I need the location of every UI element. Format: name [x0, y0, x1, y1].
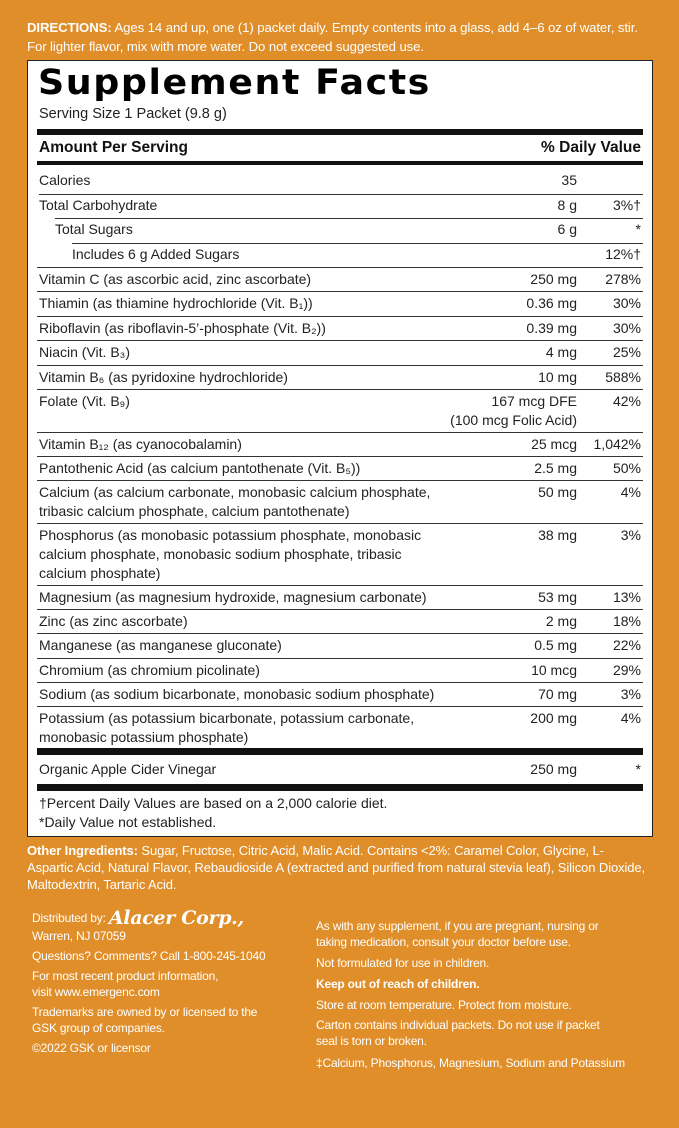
- footnote-dv: †Percent Daily Values are based on a 2,000 calorie diet.: [39, 795, 388, 811]
- children-note: Not formulated for use in children.: [316, 956, 490, 970]
- address: Warren, NJ 07059: [32, 929, 126, 943]
- row-dv: 3%†: [612, 197, 641, 213]
- row-amount: 8 g: [557, 197, 577, 213]
- row-amount: 2 mg: [545, 613, 577, 629]
- row-dv: 29%: [612, 662, 641, 678]
- row-name: Calories: [39, 172, 91, 188]
- supplement-facts-panel: [27, 60, 653, 837]
- thick-divider-top: [37, 129, 643, 135]
- thick-divider-header: [37, 161, 643, 165]
- keep-out-of-reach: Keep out of reach of children.: [316, 977, 480, 991]
- row-amount: 250 mg: [530, 271, 577, 287]
- row-amount: 53 mg: [538, 589, 577, 605]
- row-amount: 200 mg: [530, 710, 577, 726]
- row-amount: 2.5 mg: [534, 460, 577, 476]
- serving-size: Serving Size 1 Packet (9.8 g): [39, 106, 227, 122]
- warning-line-2: taking medication, consult your doctor before use.: [316, 935, 571, 949]
- thick-divider-extra: [37, 748, 643, 755]
- warning-line-1: As with any supplement, if you are pregnant, nursing or: [316, 919, 599, 933]
- minerals-note: ‡Calcium, Phosphorus, Magnesium, Sodium and Potassium: [316, 1056, 625, 1070]
- row-name: Magnesium (as magnesium hydroxide, magnesium carbonate): [39, 589, 427, 605]
- directions-text: Ages 14 and up, one (1) packet daily. Empty contents into a glass, add 4–6 oz of water, stir. For lighter flavor, mix with more water. Do not exceed suggested use.: [27, 20, 638, 54]
- facts-row: [37, 432, 643, 457]
- facts-row: [37, 389, 643, 433]
- copyright: ©2022 GSK or licensor: [32, 1041, 151, 1055]
- row-dv: 18%: [612, 613, 641, 629]
- distributor-column: [32, 907, 302, 1056]
- row-amount: 0.36 mg: [526, 295, 577, 311]
- row-amount: 250 mg: [530, 761, 577, 777]
- row-name: Phosphorus (as monobasic potassium phosphate, monobasic calcium phosphate, monobasic sodium phosphate, tribasic calcium phosphate): [39, 527, 422, 581]
- facts-row: [37, 456, 643, 481]
- thick-divider-bottom: [37, 784, 643, 791]
- facts-row: [37, 609, 643, 634]
- row-dv: *: [635, 761, 641, 777]
- facts-row: [37, 291, 643, 317]
- facts-row: [37, 585, 643, 610]
- directions: [27, 18, 657, 56]
- row-dv: *: [635, 221, 641, 237]
- row-dv: 3%: [620, 527, 641, 543]
- facts-row: [37, 267, 643, 292]
- trademark-line-2: GSK group of companies.: [32, 1021, 165, 1035]
- facts-row-extra: [37, 758, 643, 782]
- facts-row: [37, 218, 643, 243]
- row-dv: 13%: [612, 589, 641, 605]
- facts-row: [37, 316, 643, 341]
- row-amount: 70 mg: [538, 686, 577, 702]
- distributed-by-label: Distributed by:: [32, 911, 106, 925]
- row-amount: 50 mg: [538, 484, 577, 500]
- row-name: Organic Apple Cider Vinegar: [39, 761, 217, 777]
- row-dv: 42%: [612, 393, 641, 409]
- row-name: Manganese (as manganese gluconate): [39, 637, 282, 653]
- row-divider: [55, 218, 643, 219]
- row-name: Calcium (as calcium carbonate, monobasic calcium phosphate, tribasic calcium phosphate, calcium pantothenate): [39, 484, 431, 519]
- trademark-line-1: Trademarks are owned by or licensed to the: [32, 1005, 258, 1019]
- row-amount: 38 mg: [538, 527, 577, 543]
- row-divider: [72, 243, 643, 244]
- row-name: Zinc (as zinc ascorbate): [39, 613, 188, 629]
- row-name: Total Sugars: [55, 221, 133, 237]
- row-name: Sodium (as sodium bicarbonate, monobasic sodium phosphate): [39, 686, 435, 702]
- facts-row: [37, 480, 643, 524]
- info-line-1: For most recent product information,: [32, 969, 219, 983]
- row-name: Folate (Vit. B₉): [39, 393, 130, 409]
- facts-row: [37, 365, 643, 390]
- row-amount: 25 mcg: [531, 436, 577, 452]
- row-dv: 4%: [620, 484, 641, 500]
- row-dv: 588%: [605, 369, 641, 385]
- row-name: Niacin (Vit. B₃): [39, 344, 131, 360]
- row-dv: 12%†: [605, 246, 641, 262]
- row-name: Includes 6 g Added Sugars: [72, 246, 240, 262]
- row-dv: 50%: [612, 460, 641, 476]
- carton-note-1: Carton contains individual packets. Do not use if packet: [316, 1018, 600, 1032]
- row-dv: 3%: [620, 686, 641, 702]
- other-ingredients-text: Sugar, Fructose, Citric Acid, Malic Acid. Contains <2%: Caramel Color, Glycine, L-Aspartic Acid, Natural Flavor, Rebaudioside A (extracted and purified from natural stevia leaf), Silicon Dioxide, Maltodextrin, Tartaric Acid.: [27, 843, 646, 892]
- facts-row: [37, 243, 643, 267]
- row-name: Potassium (as potassium bicarbonate, potassium carbonate, monobasic potassium phosphate): [39, 710, 415, 745]
- row-name: Pantothenic Acid (as calcium pantothenate (Vit. B₅)): [39, 460, 361, 476]
- row-amount: 0.39 mg: [526, 320, 577, 336]
- row-amount: 167 mcg DFE (100 mcg Folic Acid): [450, 393, 577, 428]
- carton-note-2: seal is torn or broken.: [316, 1034, 427, 1048]
- facts-row: [37, 194, 643, 218]
- row-amount: 4 mg: [545, 344, 577, 360]
- directions-label: DIRECTIONS:: [27, 20, 112, 35]
- facts-row: [37, 706, 643, 749]
- questions-line: Questions? Comments? Call 1-800-245-1040: [32, 949, 266, 963]
- warnings-column: [316, 918, 656, 1071]
- facts-row: [37, 169, 643, 194]
- other-ingredients: [27, 842, 647, 893]
- row-divider: [39, 194, 643, 195]
- row-name: Vitamin B₁₂ (as cyanocobalamin): [39, 436, 242, 452]
- daily-value-label: % Daily Value: [541, 139, 641, 156]
- row-dv: 1,042%: [593, 436, 641, 452]
- amount-per-serving-label: Amount Per Serving: [39, 139, 188, 156]
- row-name: Riboflavin (as riboflavin-5’-phosphate (Vit. B₂)): [39, 320, 326, 336]
- row-amount: 0.5 mg: [534, 637, 577, 653]
- row-dv: 22%: [612, 637, 641, 653]
- row-dv: 4%: [620, 710, 641, 726]
- row-name: Total Carbohydrate: [39, 197, 158, 213]
- row-dv: 30%: [612, 295, 641, 311]
- row-name: Vitamin C (as ascorbic acid, zinc ascorbate): [39, 271, 312, 287]
- storage-note: Store at room temperature. Protect from moisture.: [316, 998, 572, 1012]
- facts-row: [37, 658, 643, 683]
- row-dv: 30%: [612, 320, 641, 336]
- footnote-not-established: *Daily Value not established.: [39, 814, 217, 830]
- alacer-corp-logo: Alacer Corp.,: [108, 907, 244, 929]
- row-dv: 25%: [612, 344, 641, 360]
- row-amount: 10 mcg: [531, 662, 577, 678]
- row-amount: 35: [561, 172, 577, 188]
- facts-header: [39, 139, 641, 157]
- facts-row: [37, 633, 643, 659]
- row-name: Thiamin (as thiamine hydrochloride (Vit. B₁)): [39, 295, 313, 311]
- row-name: Vitamin B₆ (as pyridoxine hydrochloride): [39, 369, 288, 385]
- row-dv: 278%: [605, 271, 641, 287]
- row-amount: 10 mg: [538, 369, 577, 385]
- facts-title: Supplement Facts: [38, 63, 431, 103]
- facts-row: [37, 682, 643, 707]
- other-ingredients-label: Other Ingredients:: [27, 843, 138, 858]
- facts-row: [37, 523, 643, 586]
- row-amount: 6 g: [557, 221, 577, 237]
- facts-row: [37, 340, 643, 366]
- row-name: Chromium (as chromium picolinate): [39, 662, 260, 678]
- website-line: visit www.emergenc.com: [32, 985, 160, 999]
